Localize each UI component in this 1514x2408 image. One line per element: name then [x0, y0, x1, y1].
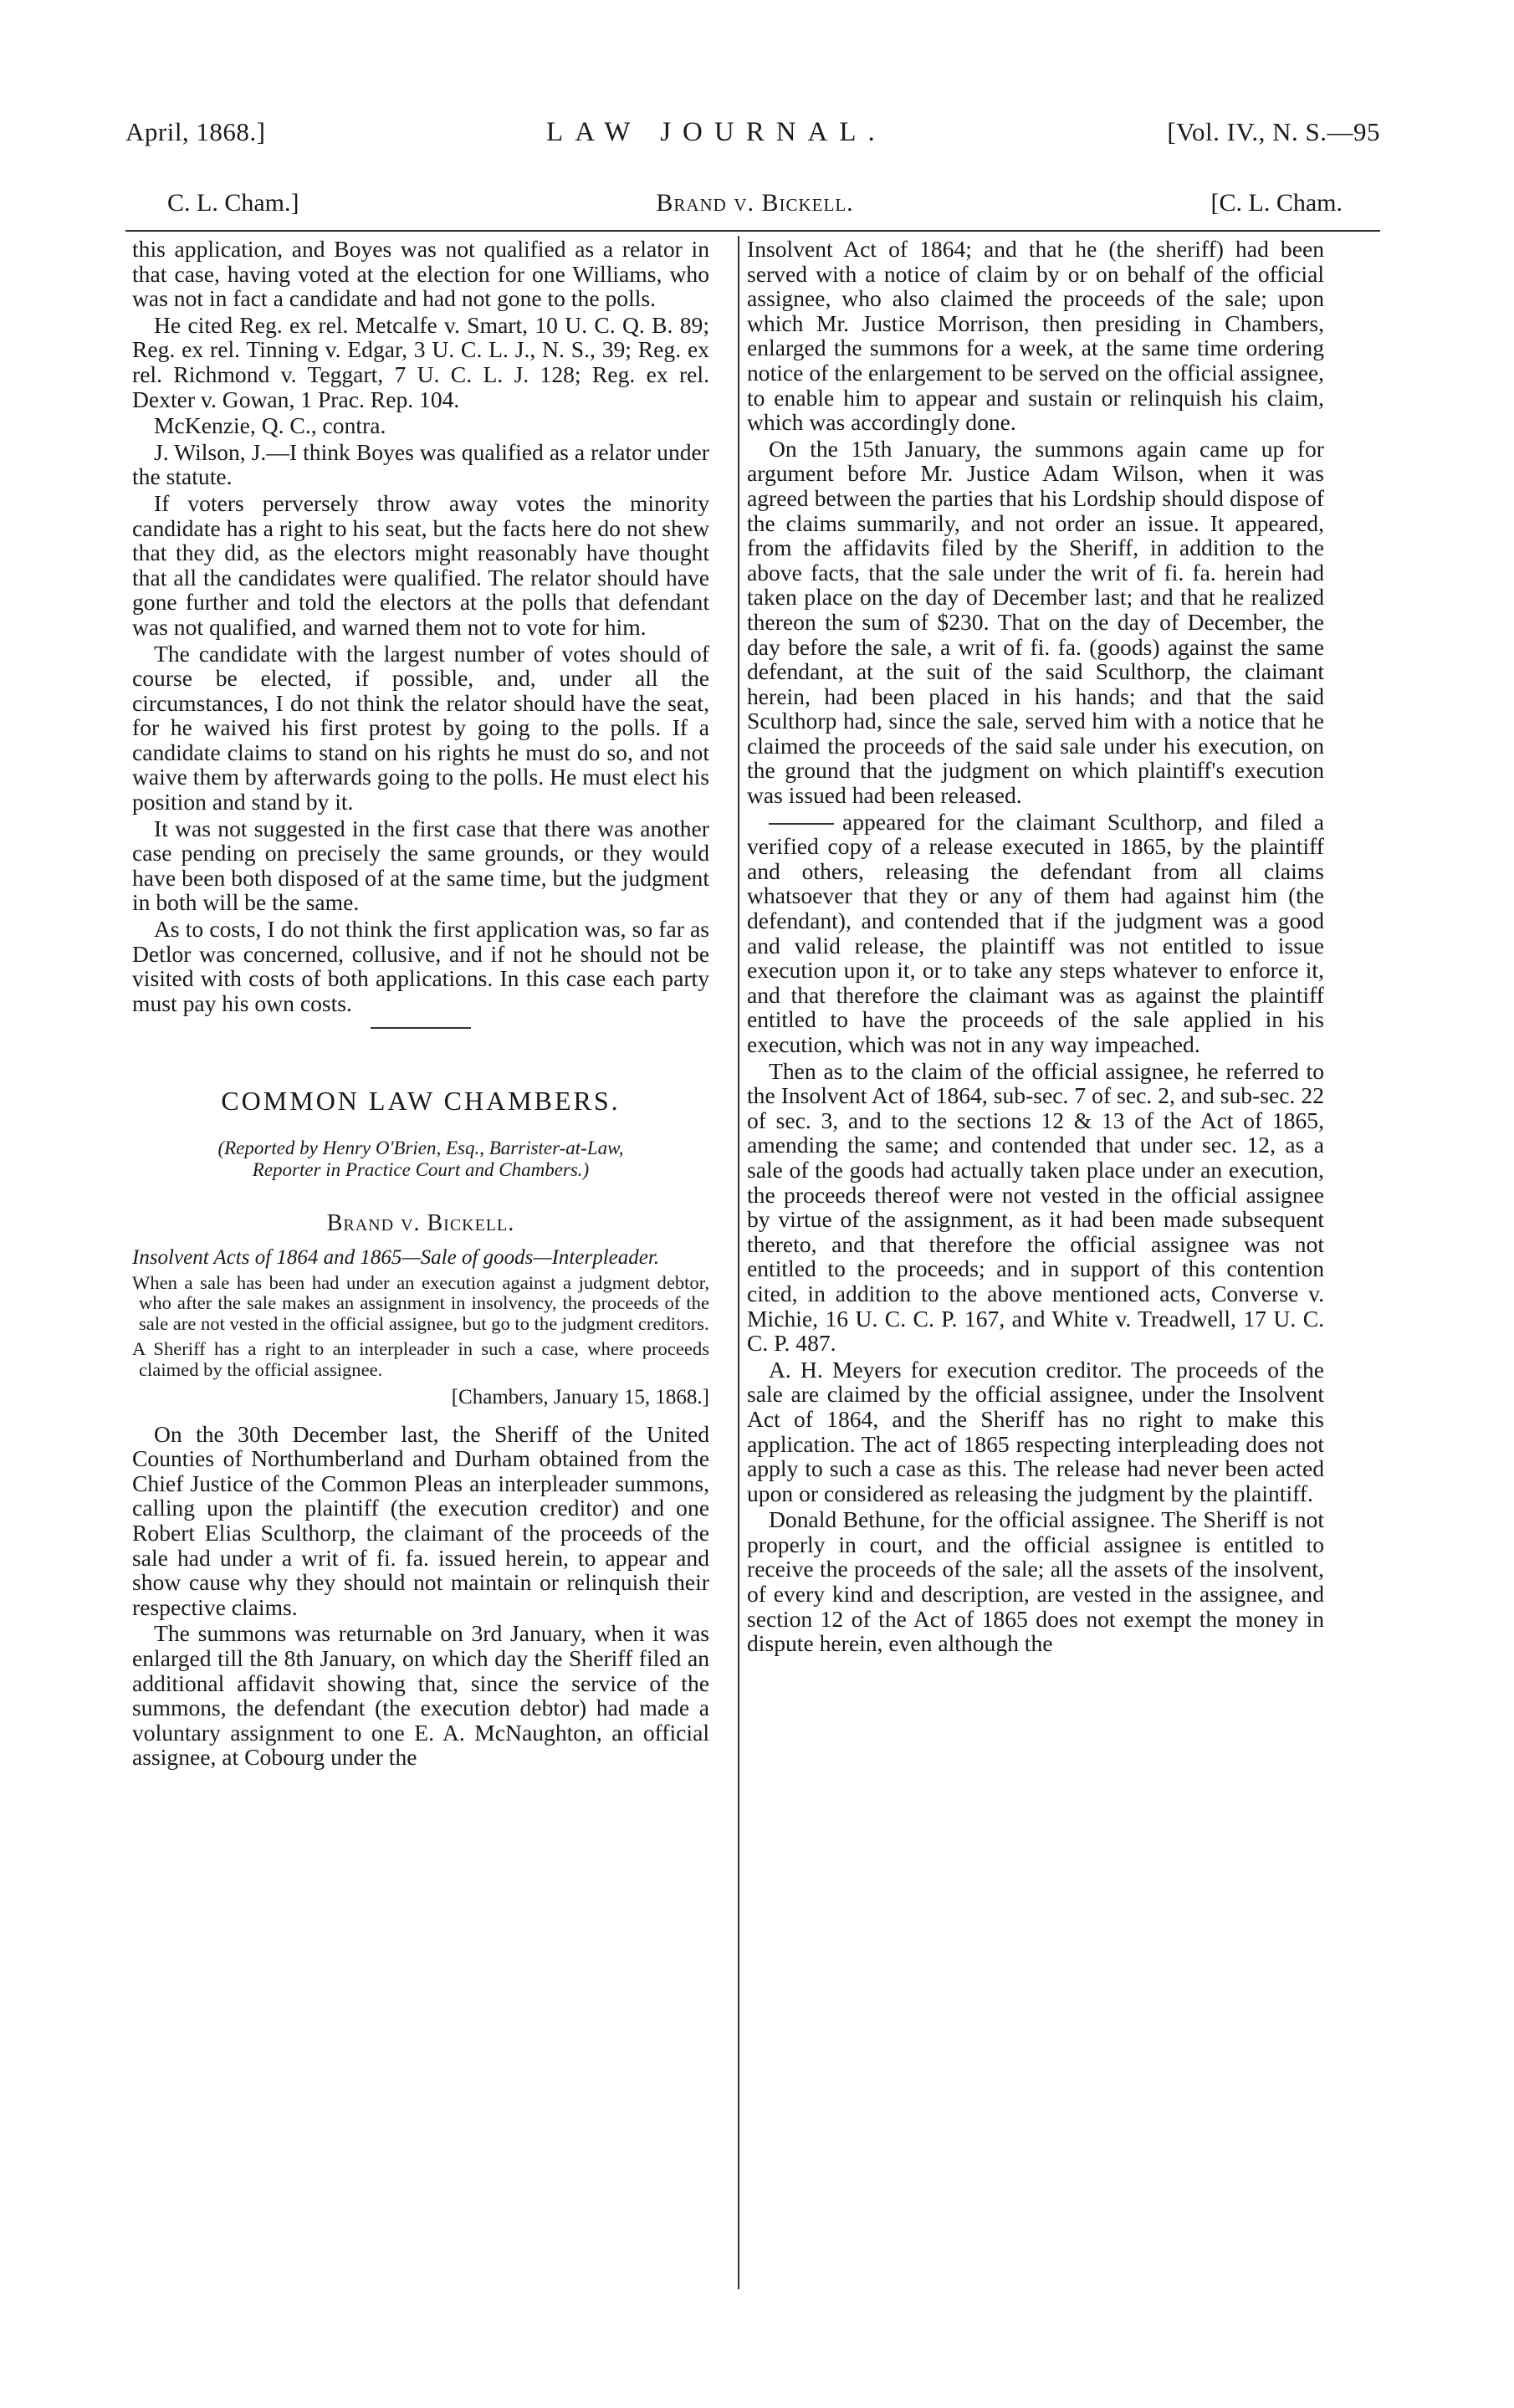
left-paragraph-5: If voters perversely throw away votes the minority candidate has a right to his seat, but the facts here do not shew that they did, as the electors might reasonably have thought that all the candidates were qualified. The relator should have gone further and told the electors at the polls that defendant was not qualified, and warned them not to vote for him.	[132, 489, 709, 640]
left-paragraph-2: He cited Reg. ex rel. Metcalfe v. Smart, 10 U. C. Q. B. 89; Reg. ex rel. Tinning v. Edgar, 3 U. C. L. J., N. S., 39; Reg. ex rel. Richmond v. Teggart, 7 U. C. L. J. 128; Reg. ex rel. Dexter v. Gowan, 1 Prac. Rep. 104.	[132, 311, 709, 412]
dateline: [Chambers, January 15, 1868.]	[451, 1386, 709, 1409]
left-paragraph-10: The summons was returnable on 3rd January, when it was enlarged till the 8th January, on which day the Sheriff filed an additional affidavit showing that, since the service of the summons, the defendant (the execution debtor) had made a voluntary assignment to one E. A. McNaughton, an official assignee, at Cobourg under the	[132, 1620, 709, 1771]
left-paragraph-4: J. Wilson, J.—I think Boyes was qualified as a relator under the statute.	[132, 438, 709, 490]
left-paragraph-3: McKenzie, Q. C., contra.	[154, 412, 386, 439]
right-paragraph-6: Donald Bethune, for the official assignee. The Sheriff is not properly in court, and the official assignee is entitled to receive the proceeds of the sale; all the assets of the insolvent, of every kind and description, are vested in the assignee, and section 12 of the Act of 1865 does not exempt the money in dispute herein, even although the	[747, 1506, 1324, 1657]
column-divider	[738, 236, 739, 2289]
reporter-line-1: (Reported by Henry O'Brien, Esq., Barrister-at-Law,	[217, 1138, 624, 1158]
right-paragraph-3	[747, 810, 1324, 1057]
left-paragraph-9: On the 30th December last, the Sheriff of the United Counties of Northumberland and Durham obtained from the Chief Justice of the Common Pleas an interpleader summons, calling upon the plaintiff (the execution creditor) and one Robert Elias Sculthorp, the claimant of the proceeds of the sale had under a writ of fi. fa. issued herein, to appear and show cause why they should not maintain or relinquish their respective claims.	[132, 1420, 709, 1620]
running-head	[125, 117, 1380, 148]
case-subheader	[167, 189, 1343, 217]
case-caption: Brand v. Bickell.	[326, 1210, 515, 1236]
headnote-subject: Insolvent Acts of 1864 and 1865—Sale of goods—Interpleader.	[132, 1245, 660, 1269]
section-title: COMMON LAW CHAMBERS.	[221, 1086, 621, 1117]
subheader-case-title: Brand v. Bickell.	[656, 189, 854, 217]
right-paragraph-4: Then as to the claim of the official assignee, he referred to the Insolvent Act of 1864, sub-sec. 7 of sec. 2, and sub-sec. 22 of sec. 3, and to the sections 12 & 13 of the Act of 1865, amending the same; and contended that under sec. 12, as a sale of the goods had actually taken place under an execution, the proceeds thereof were not vested in the official assignee by virtue of the assignment, as it had been made subsequent thereto, and that therefore the official assignee was not entitled to the proceeds; and in support of this contention cited, in addition to the above mentioned acts, Converse v. Michie, 16 U. C. C. P. 167, and White v. Treadwell, 17 U. C. C. P. 487.	[747, 1057, 1324, 1357]
left-paragraph-1: this application, and Boyes was not qualified as a relator in that case, having voted at the election for one Williams, who was not in fact a candidate and had not gone to the polls.	[132, 236, 709, 312]
left-paragraph-6: The candidate with the largest number of votes should of course be elected, if possible, and, under all the circumstances, I do not think the relator should have the seat, for he waived his first protest by going to the polls. If a candidate claims to stand on his rights he must do so, and not waive them by afterwards going to the polls. He must elect his position and stand by it.	[132, 640, 709, 815]
journal-title: LAW JOURNAL.	[546, 117, 887, 147]
left-column	[132, 237, 709, 1771]
left-paragraph-7: It was not suggested in the first case that there was another case pending on precisely the same grounds, or they would have been both disposed of at the same time, but the judgment in both will be the same.	[132, 815, 709, 916]
reporter-line-2: Reporter in Practice Court and Chambers.)	[252, 1159, 590, 1180]
right-paragraph-3-text: appeared for the claimant Sculthorp, and filed a verified copy of a release executed in 1865, by the plaintiff and others, releasing the defendant from all claims whatsoever that they or any of them had against him (the defendant), and contended that if the judgment was a good and valid release, the plaintiff was not entitled to issue execution upon it, or to take any steps whatever to enforce it, and that therefore the claimant was as against the plaintiff entitled to have the proceeds of the sale applied in his execution, which was not in any way impeached.	[747, 808, 1324, 1057]
name-omitted-dash	[769, 823, 834, 825]
headnote-1: When a sale has been had under an execution against a judgment debtor, who after the sale makes an assignment in insolvency, the proceeds of the sale are not vested in the official assignee, but go to the judgment creditors.	[132, 1271, 709, 1334]
reporter-note	[132, 1138, 709, 1181]
subheader-right: [C. L. Cham.	[1210, 189, 1343, 217]
right-paragraph-1: Insolvent Act of 1864; and that he (the sheriff) had been served with a notice of claim by or on behalf of the official assignee, who also claimed the proceeds of the sale; upon which Mr. Justice Morrison, then presiding in Chambers, enlarged the summons for a week, at the same time ordering notice of the enlargement to be served on the official assignee, to enable him to appear and sustain or relinquish his claim, which was accordingly done.	[747, 236, 1324, 436]
subheader-left: C. L. Cham.]	[167, 189, 299, 217]
header-rule	[125, 230, 1380, 232]
right-column	[747, 237, 1324, 1658]
header-volume: [Vol. IV., N. S.—95	[1167, 117, 1380, 146]
right-paragraph-2: On the 15th January, the summons again came up for argument before Mr. Justice Adam Wilson, when it was agreed between the parties that his Lordship should dispose of the claims summarily, and not order an issue. It appeared, from the affidavits filed by the Sheriff, in addition to the above facts, that the sale under the writ of fi. fa. herein had taken place on the day of December last; and that he realized thereon the sum of $230. That on the day of December, the day before the sale, a writ of fi. fa. (goods) against the same defendant, at the suit of the said Sculthorp, the claimant herein, had been placed in his hands; and that the said Sculthorp had, since the sale, served him with a notice that he claimed the proceeds of the said sale under his execution, on the ground that the judgment on which plaintiff's execution was issued had been released.	[747, 435, 1324, 809]
left-paragraph-8: As to costs, I do not think the first application was, so far as Detlor was concerned, collusive, and if not he should not be visited with costs of both applications. In this case each party must pay his own costs.	[132, 916, 709, 1016]
header-date: April, 1868.]	[125, 117, 266, 146]
right-paragraph-5: A. H. Meyers for execution creditor. The proceeds of the sale are claimed by the official assignee, under the Insolvent Act of 1864, and the Sheriff has no right to make this application. The act of 1865 respecting interpleading does not apply to such a case as this. The release had never been acted upon or considered as releasing the judgment by the plaintiff.	[747, 1356, 1324, 1506]
headnote-2: A Sheriff has a right to an interpleader in such a case, where proceeds claimed by the official assignee.	[132, 1338, 709, 1380]
